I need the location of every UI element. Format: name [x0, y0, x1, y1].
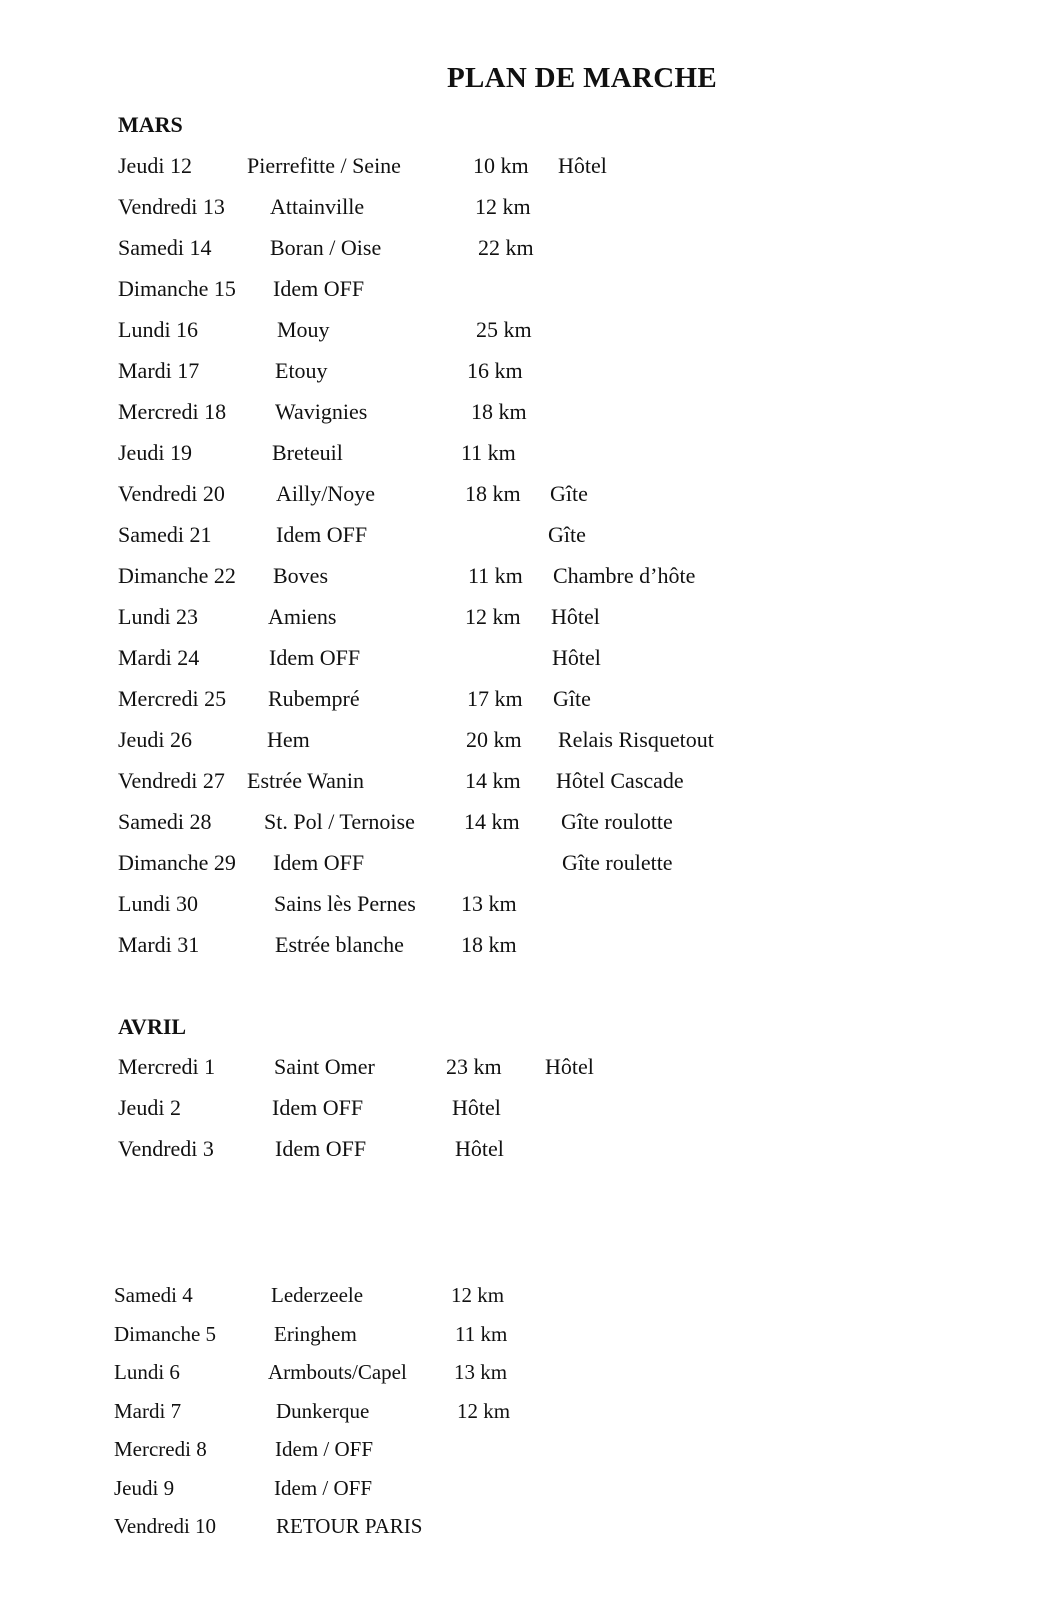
place-label: Mouy — [277, 317, 330, 342]
day-label: Mardi 17 — [118, 358, 200, 383]
distance-label: 20 km — [466, 727, 522, 752]
place-label: Idem OFF — [269, 645, 361, 670]
lodging-label: Hôtel — [551, 604, 600, 629]
distance-label: 18 km — [465, 481, 521, 506]
day-label: Vendredi 13 — [118, 194, 225, 219]
schedule-row — [0, 1399, 1048, 1431]
distance-label: 12 km — [451, 1283, 505, 1307]
day-label: Jeudi 19 — [118, 440, 192, 465]
schedule-row — [0, 645, 1048, 677]
distance-label: 25 km — [476, 317, 532, 342]
place-label: Idem OFF — [273, 850, 365, 875]
schedule-row — [0, 932, 1048, 964]
place-label: Wavignies — [275, 399, 368, 424]
schedule-row — [0, 317, 1048, 349]
place-label: Eringhem — [274, 1321, 357, 1346]
place-label: Ailly/Noye — [276, 481, 375, 506]
distance-label: 17 km — [467, 686, 523, 711]
schedule-row — [0, 727, 1048, 759]
lodging-label: Hôtel Cascade — [556, 768, 684, 793]
lodging-label: Gîte — [553, 686, 591, 711]
schedule-row — [0, 891, 1048, 923]
place-label: Idem OFF — [276, 522, 368, 547]
schedule-row — [0, 686, 1048, 718]
schedule-row — [0, 1514, 1048, 1546]
day-label: Mercredi 18 — [118, 399, 227, 424]
day-label: Mardi 31 — [118, 932, 200, 957]
day-label: Dimanche 29 — [118, 850, 236, 875]
day-label: Jeudi 9 — [114, 1475, 175, 1500]
lodging-label: Gîte roulotte — [561, 809, 673, 834]
day-label: Samedi 14 — [118, 235, 212, 260]
schedule-row — [0, 153, 1048, 185]
place-label: Armbouts/Capel — [268, 1360, 407, 1384]
day-label: Lundi 30 — [118, 891, 199, 916]
distance-label: 12 km — [465, 604, 521, 629]
distance-label: 18 km — [461, 932, 517, 957]
day-label: Dimanche 15 — [118, 276, 236, 301]
place-label: Idem / OFF — [274, 1475, 373, 1500]
place-label: St. Pol / Ternoise — [264, 809, 415, 834]
place-label: Lederzeele — [271, 1283, 364, 1307]
lodging-label: Relais Risquetout — [558, 727, 714, 752]
distance-label: Hôtel — [452, 1095, 501, 1120]
schedule-row — [0, 358, 1048, 390]
schedule-row — [0, 194, 1048, 226]
place-label: Saint Omer — [274, 1054, 375, 1079]
day-label: Lundi 6 — [114, 1360, 180, 1384]
day-label: Samedi 21 — [118, 522, 212, 547]
place-label: Amiens — [268, 604, 337, 629]
place-label: Idem OFF — [272, 1095, 364, 1120]
distance-label: 12 km — [457, 1398, 511, 1423]
schedule-row — [0, 276, 1048, 308]
schedule-row — [0, 1095, 1048, 1127]
place-label: Idem / OFF — [275, 1437, 374, 1461]
distance-label: 13 km — [454, 1360, 508, 1384]
day-label: Vendredi 27 — [118, 768, 225, 793]
place-label: Idem OFF — [275, 1136, 367, 1161]
day-label: Lundi 16 — [118, 317, 199, 342]
lodging-label: Hôtel — [545, 1054, 594, 1079]
distance-label: 12 km — [475, 194, 531, 219]
place-label: Estrée blanche — [275, 932, 404, 957]
distance-label: 18 km — [471, 399, 527, 424]
schedule-row — [0, 563, 1048, 595]
schedule-row — [0, 1437, 1048, 1469]
place-label: Attainville — [270, 194, 365, 219]
day-label: Mardi 7 — [114, 1398, 182, 1423]
month-heading-mars: MARS — [118, 112, 183, 137]
place-label: Breteuil — [272, 440, 343, 465]
day-label: Dimanche 5 — [114, 1321, 217, 1346]
page-title: PLAN DE MARCHE — [446, 62, 718, 94]
distance-label: 11 km — [468, 563, 523, 588]
day-label: Lundi 23 — [118, 604, 199, 629]
lodging-label: Hôtel — [552, 645, 601, 670]
distance-label: 23 km — [446, 1054, 502, 1079]
distance-label: Hôtel — [455, 1136, 504, 1161]
lodging-label: Gîte roulette — [562, 850, 673, 875]
place-label: RETOUR PARIS — [276, 1514, 423, 1538]
distance-label: 11 km — [455, 1321, 508, 1346]
schedule-row — [0, 522, 1048, 554]
lodging-label: Gîte — [548, 522, 586, 547]
day-label: Vendredi 3 — [118, 1136, 214, 1161]
place-label: Etouy — [275, 358, 328, 383]
distance-label: 13 km — [461, 891, 517, 916]
distance-label: 22 km — [478, 235, 534, 260]
place-label: Estrée Wanin — [247, 768, 364, 793]
schedule-row — [0, 1322, 1048, 1354]
schedule-row — [0, 235, 1048, 267]
place-label: Dunkerque — [276, 1398, 370, 1423]
place-label: Sains lès Pernes — [274, 891, 416, 916]
day-label: Mercredi 8 — [114, 1437, 207, 1461]
distance-label: 10 km — [473, 153, 529, 178]
schedule-row — [0, 1054, 1048, 1086]
lodging-label: Gîte — [550, 481, 588, 506]
day-label: Samedi 4 — [114, 1283, 193, 1307]
schedule-row — [0, 1283, 1048, 1315]
place-label: Hem — [267, 727, 310, 752]
schedule-row — [0, 1360, 1048, 1392]
place-label: Boran / Oise — [270, 235, 382, 260]
day-label: Jeudi 26 — [118, 727, 192, 752]
schedule-row — [0, 440, 1048, 472]
distance-label: 11 km — [461, 440, 516, 465]
day-label: Jeudi 2 — [118, 1095, 181, 1120]
place-label: Idem OFF — [273, 276, 365, 301]
distance-label: 14 km — [464, 809, 520, 834]
day-label: Mercredi 1 — [118, 1054, 216, 1079]
schedule-row — [0, 809, 1048, 841]
lodging-label: Hôtel — [558, 153, 607, 178]
month-heading-avril: AVRIL — [118, 1014, 187, 1039]
day-label: Dimanche 22 — [118, 563, 236, 588]
place-label: Boves — [273, 563, 328, 588]
day-label: Samedi 28 — [118, 809, 212, 834]
schedule-row — [0, 399, 1048, 431]
schedule-row — [0, 768, 1048, 800]
day-label: Vendredi 10 — [114, 1514, 217, 1538]
day-label: Vendredi 20 — [118, 481, 225, 506]
distance-label: 14 km — [465, 768, 521, 793]
schedule-row — [0, 1476, 1048, 1508]
day-label: Jeudi 12 — [118, 153, 192, 178]
place-label: Pierrefitte / Seine — [247, 153, 401, 178]
schedule-row — [0, 604, 1048, 636]
schedule-row — [0, 481, 1048, 513]
lodging-label: Chambre d’hôte — [553, 563, 696, 588]
day-label: Mardi 24 — [118, 645, 200, 670]
place-label: Rubempré — [268, 686, 360, 711]
distance-label: 16 km — [467, 358, 523, 383]
schedule-row — [0, 1136, 1048, 1168]
day-label: Mercredi 25 — [118, 686, 227, 711]
schedule-row — [0, 850, 1048, 882]
